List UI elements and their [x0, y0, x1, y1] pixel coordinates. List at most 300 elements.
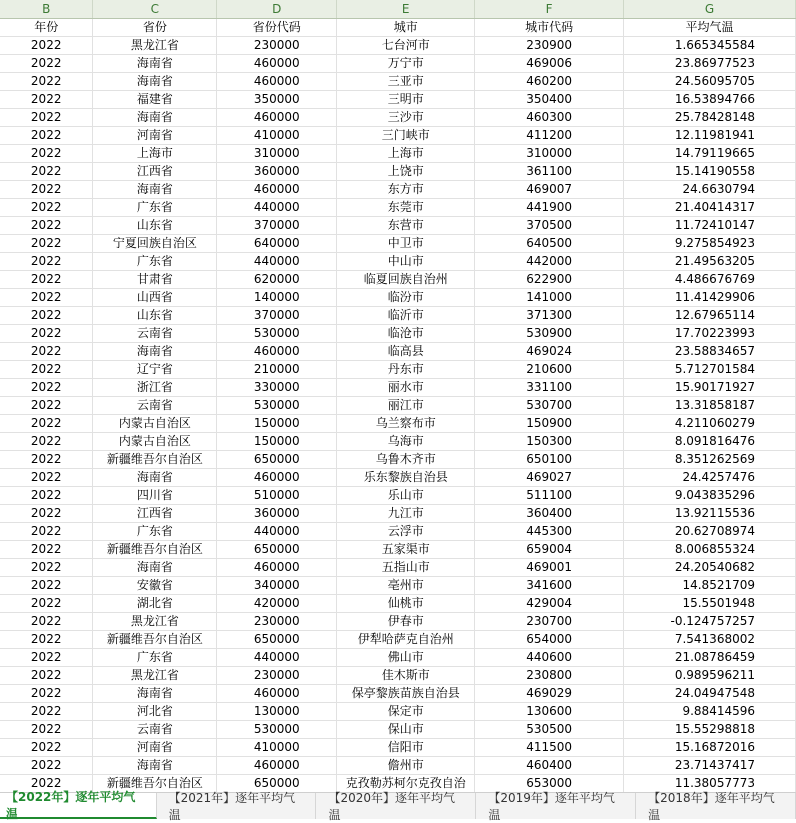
table-cell[interactable]: 山西省 — [93, 289, 217, 307]
table-cell[interactable]: 山东省 — [93, 217, 217, 235]
table-cell[interactable]: 659004 — [475, 541, 624, 559]
table-cell[interactable]: 21.08786459 — [624, 649, 796, 667]
table-cell[interactable]: 伊春市 — [337, 613, 475, 631]
table-cell[interactable]: 12.11981941 — [624, 127, 796, 145]
table-cell[interactable]: 云浮市 — [337, 523, 475, 541]
table-cell[interactable]: 广东省 — [93, 523, 217, 541]
table-cell[interactable]: 460000 — [217, 757, 337, 775]
table-cell[interactable]: 650000 — [217, 631, 337, 649]
table-cell[interactable]: 150000 — [217, 433, 337, 451]
table-cell[interactable]: 440000 — [217, 523, 337, 541]
table-cell[interactable]: 371300 — [475, 307, 624, 325]
table-cell[interactable]: 河南省 — [93, 127, 217, 145]
table-cell[interactable]: 2022 — [0, 451, 93, 469]
table-cell[interactable]: 海南省 — [93, 559, 217, 577]
table-row[interactable] — [0, 595, 796, 613]
table-cell[interactable]: 云南省 — [93, 397, 217, 415]
table-cell[interactable]: 460000 — [217, 181, 337, 199]
table-cell[interactable]: 2022 — [0, 217, 93, 235]
table-cell[interactable]: 640000 — [217, 235, 337, 253]
table-cell[interactable]: 内蒙古自治区 — [93, 433, 217, 451]
table-cell[interactable]: 460000 — [217, 559, 337, 577]
table-cell[interactable]: 新疆维吾尔自治区 — [93, 775, 217, 793]
table-cell[interactable]: 2022 — [0, 163, 93, 181]
table-cell[interactable]: 150900 — [475, 415, 624, 433]
table-row[interactable] — [0, 361, 796, 379]
table-cell[interactable]: 临夏回族自治州 — [337, 271, 475, 289]
table-cell[interactable]: 2022 — [0, 361, 93, 379]
table-cell[interactable]: 2022 — [0, 469, 93, 487]
table-cell[interactable]: 130600 — [475, 703, 624, 721]
table-cell[interactable]: 210000 — [217, 361, 337, 379]
table-row[interactable] — [0, 577, 796, 595]
table-cell[interactable]: 21.40414317 — [624, 199, 796, 217]
table-cell[interactable]: 460000 — [217, 55, 337, 73]
table-cell[interactable]: 2022 — [0, 253, 93, 271]
table-cell[interactable]: 460000 — [217, 469, 337, 487]
table-cell[interactable]: 河南省 — [93, 739, 217, 757]
table-cell[interactable]: 9.043835296 — [624, 487, 796, 505]
table-cell[interactable]: 伊犁哈萨克自治州 — [337, 631, 475, 649]
table-row[interactable] — [0, 469, 796, 487]
table-cell[interactable]: 650000 — [217, 775, 337, 793]
table-cell[interactable]: 上海市 — [93, 145, 217, 163]
column-header-e[interactable]: E — [337, 0, 475, 19]
table-cell[interactable]: 海南省 — [93, 109, 217, 127]
table-cell[interactable]: 新疆维吾尔自治区 — [93, 541, 217, 559]
table-cell[interactable]: 河北省 — [93, 703, 217, 721]
table-cell[interactable]: 2022 — [0, 775, 93, 793]
table-cell[interactable]: 2022 — [0, 343, 93, 361]
table-cell[interactable]: 340000 — [217, 577, 337, 595]
table-cell[interactable]: 2022 — [0, 685, 93, 703]
table-cell[interactable]: 儋州市 — [337, 757, 475, 775]
table-cell[interactable]: 24.20540682 — [624, 559, 796, 577]
table-cell[interactable]: 7.541368002 — [624, 631, 796, 649]
table-cell[interactable]: 1.665345584 — [624, 37, 796, 55]
table-cell[interactable]: 460000 — [217, 109, 337, 127]
table-cell[interactable]: 310000 — [475, 145, 624, 163]
table-cell[interactable]: 黑龙江省 — [93, 667, 217, 685]
table-cell[interactable]: 150300 — [475, 433, 624, 451]
table-cell[interactable]: 2022 — [0, 91, 93, 109]
table-cell[interactable]: 安徽省 — [93, 577, 217, 595]
table-cell[interactable]: 2022 — [0, 379, 93, 397]
table-cell[interactable]: 15.14190558 — [624, 163, 796, 181]
header-cell[interactable]: 年份 — [0, 19, 93, 37]
table-cell[interactable]: 宁夏回族自治区 — [93, 235, 217, 253]
table-cell[interactable]: 8.006855324 — [624, 541, 796, 559]
table-cell[interactable]: 乌鲁木齐市 — [337, 451, 475, 469]
table-cell[interactable]: 2022 — [0, 271, 93, 289]
table-cell[interactable]: 丹东市 — [337, 361, 475, 379]
column-header-d[interactable]: D — [217, 0, 337, 19]
table-cell[interactable]: 141000 — [475, 289, 624, 307]
table-cell[interactable]: 云南省 — [93, 721, 217, 739]
table-cell[interactable]: 东莞市 — [337, 199, 475, 217]
table-cell[interactable]: 230000 — [217, 37, 337, 55]
table-cell[interactable]: 310000 — [217, 145, 337, 163]
table-cell[interactable]: 临汾市 — [337, 289, 475, 307]
table-cell[interactable]: 2022 — [0, 487, 93, 505]
table-row[interactable] — [0, 541, 796, 559]
table-row[interactable] — [0, 415, 796, 433]
table-cell[interactable]: 230000 — [217, 613, 337, 631]
table-cell[interactable]: 440600 — [475, 649, 624, 667]
table-cell[interactable]: 370000 — [217, 217, 337, 235]
sheet-tab-2019[interactable]: 【2019年】逐年平均气温 — [476, 793, 636, 819]
table-cell[interactable]: 2022 — [0, 523, 93, 541]
table-row[interactable] — [0, 559, 796, 577]
table-cell[interactable]: 230700 — [475, 613, 624, 631]
table-cell[interactable]: 信阳市 — [337, 739, 475, 757]
table-cell[interactable]: 2022 — [0, 541, 93, 559]
table-cell[interactable]: 湖北省 — [93, 595, 217, 613]
table-cell[interactable]: 内蒙古自治区 — [93, 415, 217, 433]
table-cell[interactable]: 469001 — [475, 559, 624, 577]
table-row[interactable] — [0, 325, 796, 343]
table-cell[interactable]: 130000 — [217, 703, 337, 721]
table-row[interactable] — [0, 397, 796, 415]
table-cell[interactable]: 20.62708974 — [624, 523, 796, 541]
table-cell[interactable]: 2022 — [0, 397, 93, 415]
table-cell[interactable]: 653000 — [475, 775, 624, 793]
table-cell[interactable]: 14.8521709 — [624, 577, 796, 595]
sheet-tab-2020[interactable]: 【2020年】逐年平均气温 — [316, 793, 476, 819]
table-cell[interactable]: 乐山市 — [337, 487, 475, 505]
table-row[interactable] — [0, 721, 796, 739]
table-cell[interactable]: 654000 — [475, 631, 624, 649]
table-row[interactable] — [0, 433, 796, 451]
table-cell[interactable]: 海南省 — [93, 469, 217, 487]
table-cell[interactable]: 360000 — [217, 505, 337, 523]
table-cell[interactable]: 11.38057773 — [624, 775, 796, 793]
table-cell[interactable]: 临沂市 — [337, 307, 475, 325]
table-row[interactable] — [0, 253, 796, 271]
table-row[interactable] — [0, 739, 796, 757]
table-cell[interactable]: 210600 — [475, 361, 624, 379]
table-cell[interactable]: 13.92115536 — [624, 505, 796, 523]
table-cell[interactable]: 17.70223993 — [624, 325, 796, 343]
table-cell[interactable]: 530900 — [475, 325, 624, 343]
table-row[interactable] — [0, 307, 796, 325]
header-row[interactable] — [0, 19, 796, 37]
table-cell[interactable]: 2022 — [0, 37, 93, 55]
table-cell[interactable]: 411200 — [475, 127, 624, 145]
table-cell[interactable]: 海南省 — [93, 181, 217, 199]
table-cell[interactable]: 460200 — [475, 73, 624, 91]
table-cell[interactable]: 保山市 — [337, 721, 475, 739]
table-row[interactable] — [0, 343, 796, 361]
table-cell[interactable]: 469029 — [475, 685, 624, 703]
table-cell[interactable]: 21.49563205 — [624, 253, 796, 271]
table-cell[interactable]: 360400 — [475, 505, 624, 523]
table-cell[interactable]: 460300 — [475, 109, 624, 127]
table-cell[interactable]: 2022 — [0, 289, 93, 307]
table-cell[interactable]: 中卫市 — [337, 235, 475, 253]
table-cell[interactable]: 0.989596211 — [624, 667, 796, 685]
header-cell[interactable]: 省份代码 — [217, 19, 337, 37]
table-cell[interactable]: 新疆维吾尔自治区 — [93, 451, 217, 469]
table-cell[interactable]: 山东省 — [93, 307, 217, 325]
table-cell[interactable]: 九江市 — [337, 505, 475, 523]
table-cell[interactable]: 三明市 — [337, 91, 475, 109]
table-cell[interactable]: -0.124757257 — [624, 613, 796, 631]
header-cell[interactable]: 平均气温 — [624, 19, 796, 37]
table-cell[interactable]: 4.486676769 — [624, 271, 796, 289]
table-cell[interactable]: 469027 — [475, 469, 624, 487]
table-cell[interactable]: 411500 — [475, 739, 624, 757]
table-cell[interactable]: 广东省 — [93, 199, 217, 217]
table-cell[interactable]: 15.5501948 — [624, 595, 796, 613]
table-cell[interactable]: 广东省 — [93, 649, 217, 667]
column-letters-row[interactable] — [0, 0, 796, 19]
table-cell[interactable]: 2022 — [0, 739, 93, 757]
table-cell[interactable]: 广东省 — [93, 253, 217, 271]
table-cell[interactable]: 469006 — [475, 55, 624, 73]
table-cell[interactable]: 2022 — [0, 703, 93, 721]
table-row[interactable] — [0, 163, 796, 181]
table-cell[interactable]: 16.53894766 — [624, 91, 796, 109]
table-cell[interactable]: 460000 — [217, 685, 337, 703]
table-cell[interactable]: 440000 — [217, 253, 337, 271]
column-header-b[interactable]: B — [0, 0, 93, 19]
table-cell[interactable]: 海南省 — [93, 73, 217, 91]
table-row[interactable] — [0, 649, 796, 667]
table-cell[interactable]: 12.67965114 — [624, 307, 796, 325]
table-cell[interactable]: 15.90171927 — [624, 379, 796, 397]
table-cell[interactable]: 14.79119665 — [624, 145, 796, 163]
table-cell[interactable]: 370000 — [217, 307, 337, 325]
table-cell[interactable]: 510000 — [217, 487, 337, 505]
table-cell[interactable]: 三沙市 — [337, 109, 475, 127]
table-cell[interactable]: 460000 — [217, 343, 337, 361]
table-cell[interactable]: 2022 — [0, 415, 93, 433]
table-cell[interactable]: 2022 — [0, 559, 93, 577]
table-cell[interactable]: 云南省 — [93, 325, 217, 343]
table-cell[interactable]: 黑龙江省 — [93, 37, 217, 55]
table-cell[interactable]: 辽宁省 — [93, 361, 217, 379]
table-row[interactable] — [0, 523, 796, 541]
table-cell[interactable]: 360000 — [217, 163, 337, 181]
table-cell[interactable]: 140000 — [217, 289, 337, 307]
table-cell[interactable]: 黑龙江省 — [93, 613, 217, 631]
table-row[interactable] — [0, 145, 796, 163]
table-cell[interactable]: 2022 — [0, 757, 93, 775]
table-cell[interactable]: 2022 — [0, 649, 93, 667]
table-cell[interactable]: 13.31858187 — [624, 397, 796, 415]
sheet-tab-2018[interactable]: 【2018年】逐年平均气温 — [636, 793, 796, 819]
table-cell[interactable]: 丽江市 — [337, 397, 475, 415]
table-cell[interactable]: 2022 — [0, 631, 93, 649]
table-cell[interactable]: 24.6630794 — [624, 181, 796, 199]
table-cell[interactable]: 445300 — [475, 523, 624, 541]
table-cell[interactable]: 甘肃省 — [93, 271, 217, 289]
table-row[interactable] — [0, 91, 796, 109]
table-cell[interactable]: 9.88414596 — [624, 703, 796, 721]
table-row[interactable] — [0, 271, 796, 289]
table-cell[interactable]: 海南省 — [93, 757, 217, 775]
table-cell[interactable]: 469024 — [475, 343, 624, 361]
table-cell[interactable]: 530000 — [217, 325, 337, 343]
sheet-tab-2021[interactable]: 【2021年】逐年平均气温 — [157, 793, 317, 819]
table-row[interactable] — [0, 181, 796, 199]
table-row[interactable] — [0, 505, 796, 523]
table-cell[interactable]: 东营市 — [337, 217, 475, 235]
table-row[interactable] — [0, 451, 796, 469]
table-cell[interactable]: 440000 — [217, 199, 337, 217]
table-cell[interactable]: 530500 — [475, 721, 624, 739]
column-header-f[interactable]: F — [475, 0, 624, 19]
table-cell[interactable]: 440000 — [217, 649, 337, 667]
table-cell[interactable]: 460400 — [475, 757, 624, 775]
table-cell[interactable]: 230000 — [217, 667, 337, 685]
table-cell[interactable]: 2022 — [0, 307, 93, 325]
table-cell[interactable]: 5.712701584 — [624, 361, 796, 379]
table-cell[interactable]: 乌兰察布市 — [337, 415, 475, 433]
table-cell[interactable]: 230900 — [475, 37, 624, 55]
table-cell[interactable]: 2022 — [0, 667, 93, 685]
table-cell[interactable]: 9.275854923 — [624, 235, 796, 253]
table-cell[interactable]: 640500 — [475, 235, 624, 253]
table-cell[interactable]: 24.56095705 — [624, 73, 796, 91]
table-cell[interactable]: 2022 — [0, 595, 93, 613]
table-cell[interactable]: 三门峡市 — [337, 127, 475, 145]
table-cell[interactable]: 东方市 — [337, 181, 475, 199]
table-cell[interactable]: 620000 — [217, 271, 337, 289]
table-cell[interactable]: 23.71437417 — [624, 757, 796, 775]
table-row[interactable] — [0, 703, 796, 721]
table-cell[interactable]: 保定市 — [337, 703, 475, 721]
table-row[interactable] — [0, 289, 796, 307]
table-cell[interactable]: 23.86977523 — [624, 55, 796, 73]
table-cell[interactable]: 2022 — [0, 577, 93, 595]
table-cell[interactable]: 442000 — [475, 253, 624, 271]
table-row[interactable] — [0, 685, 796, 703]
table-cell[interactable]: 24.4257476 — [624, 469, 796, 487]
table-cell[interactable]: 622900 — [475, 271, 624, 289]
table-cell[interactable]: 24.04947548 — [624, 685, 796, 703]
table-cell[interactable]: 2022 — [0, 235, 93, 253]
table-cell[interactable]: 五家渠市 — [337, 541, 475, 559]
table-cell[interactable]: 2022 — [0, 505, 93, 523]
table-cell[interactable]: 2022 — [0, 73, 93, 91]
table-cell[interactable]: 410000 — [217, 739, 337, 757]
sheet-tab-2022[interactable]: 【2022年】逐年平均气温 — [0, 793, 157, 819]
table-cell[interactable]: 江西省 — [93, 163, 217, 181]
table-cell[interactable]: 420000 — [217, 595, 337, 613]
table-cell[interactable]: 441900 — [475, 199, 624, 217]
table-cell[interactable]: 650000 — [217, 541, 337, 559]
table-cell[interactable]: 11.72410147 — [624, 217, 796, 235]
table-cell[interactable]: 469007 — [475, 181, 624, 199]
table-cell[interactable]: 2022 — [0, 199, 93, 217]
table-cell[interactable]: 海南省 — [93, 685, 217, 703]
table-cell[interactable]: 150000 — [217, 415, 337, 433]
table-cell[interactable]: 530000 — [217, 397, 337, 415]
table-cell[interactable]: 五指山市 — [337, 559, 475, 577]
table-cell[interactable]: 2022 — [0, 145, 93, 163]
table-cell[interactable]: 2022 — [0, 325, 93, 343]
table-cell[interactable]: 三亚市 — [337, 73, 475, 91]
table-cell[interactable]: 乌海市 — [337, 433, 475, 451]
table-cell[interactable]: 2022 — [0, 181, 93, 199]
table-cell[interactable]: 429004 — [475, 595, 624, 613]
table-cell[interactable]: 2022 — [0, 127, 93, 145]
table-cell[interactable]: 511100 — [475, 487, 624, 505]
table-cell[interactable]: 临高县 — [337, 343, 475, 361]
table-cell[interactable]: 克孜勒苏柯尔克孜自治 — [337, 775, 475, 793]
table-cell[interactable]: 15.55298818 — [624, 721, 796, 739]
table-row[interactable] — [0, 109, 796, 127]
table-cell[interactable]: 350400 — [475, 91, 624, 109]
table-cell[interactable]: 中山市 — [337, 253, 475, 271]
header-cell[interactable]: 城市 — [337, 19, 475, 37]
table-row[interactable] — [0, 379, 796, 397]
table-row[interactable] — [0, 127, 796, 145]
table-cell[interactable]: 海南省 — [93, 55, 217, 73]
header-cell[interactable]: 城市代码 — [475, 19, 624, 37]
table-cell[interactable]: 万宁市 — [337, 55, 475, 73]
table-cell[interactable]: 25.78428148 — [624, 109, 796, 127]
table-cell[interactable]: 福建省 — [93, 91, 217, 109]
table-cell[interactable]: 370500 — [475, 217, 624, 235]
table-cell[interactable]: 丽水市 — [337, 379, 475, 397]
column-header-c[interactable]: C — [93, 0, 217, 19]
table-cell[interactable]: 8.351262569 — [624, 451, 796, 469]
table-cell[interactable]: 410000 — [217, 127, 337, 145]
table-cell[interactable]: 530000 — [217, 721, 337, 739]
table-row[interactable] — [0, 667, 796, 685]
table-cell[interactable]: 230800 — [475, 667, 624, 685]
table-cell[interactable]: 341600 — [475, 577, 624, 595]
table-cell[interactable]: 浙江省 — [93, 379, 217, 397]
table-cell[interactable]: 四川省 — [93, 487, 217, 505]
table-cell[interactable]: 8.091816476 — [624, 433, 796, 451]
table-row[interactable] — [0, 73, 796, 91]
table-cell[interactable]: 350000 — [217, 91, 337, 109]
table-cell[interactable]: 江西省 — [93, 505, 217, 523]
table-cell[interactable]: 佛山市 — [337, 649, 475, 667]
table-row[interactable] — [0, 55, 796, 73]
table-row[interactable] — [0, 757, 796, 775]
table-cell[interactable]: 11.41429906 — [624, 289, 796, 307]
table-row[interactable] — [0, 631, 796, 649]
table-cell[interactable]: 650000 — [217, 451, 337, 469]
header-cell[interactable]: 省份 — [93, 19, 217, 37]
table-row[interactable] — [0, 37, 796, 55]
table-cell[interactable]: 2022 — [0, 55, 93, 73]
table-cell[interactable]: 4.211060279 — [624, 415, 796, 433]
table-row[interactable] — [0, 487, 796, 505]
table-cell[interactable]: 新疆维吾尔自治区 — [93, 631, 217, 649]
column-header-g[interactable]: G — [624, 0, 796, 19]
table-row[interactable] — [0, 199, 796, 217]
table-cell[interactable]: 亳州市 — [337, 577, 475, 595]
table-cell[interactable]: 330000 — [217, 379, 337, 397]
table-cell[interactable]: 15.16872016 — [624, 739, 796, 757]
table-cell[interactable]: 上海市 — [337, 145, 475, 163]
table-cell[interactable]: 2022 — [0, 721, 93, 739]
table-row[interactable] — [0, 217, 796, 235]
table-cell[interactable]: 2022 — [0, 433, 93, 451]
table-cell[interactable]: 2022 — [0, 109, 93, 127]
table-cell[interactable]: 七台河市 — [337, 37, 475, 55]
table-cell[interactable]: 23.58834657 — [624, 343, 796, 361]
table-cell[interactable]: 乐东黎族自治县 — [337, 469, 475, 487]
table-cell[interactable]: 331100 — [475, 379, 624, 397]
table-cell[interactable]: 2022 — [0, 613, 93, 631]
